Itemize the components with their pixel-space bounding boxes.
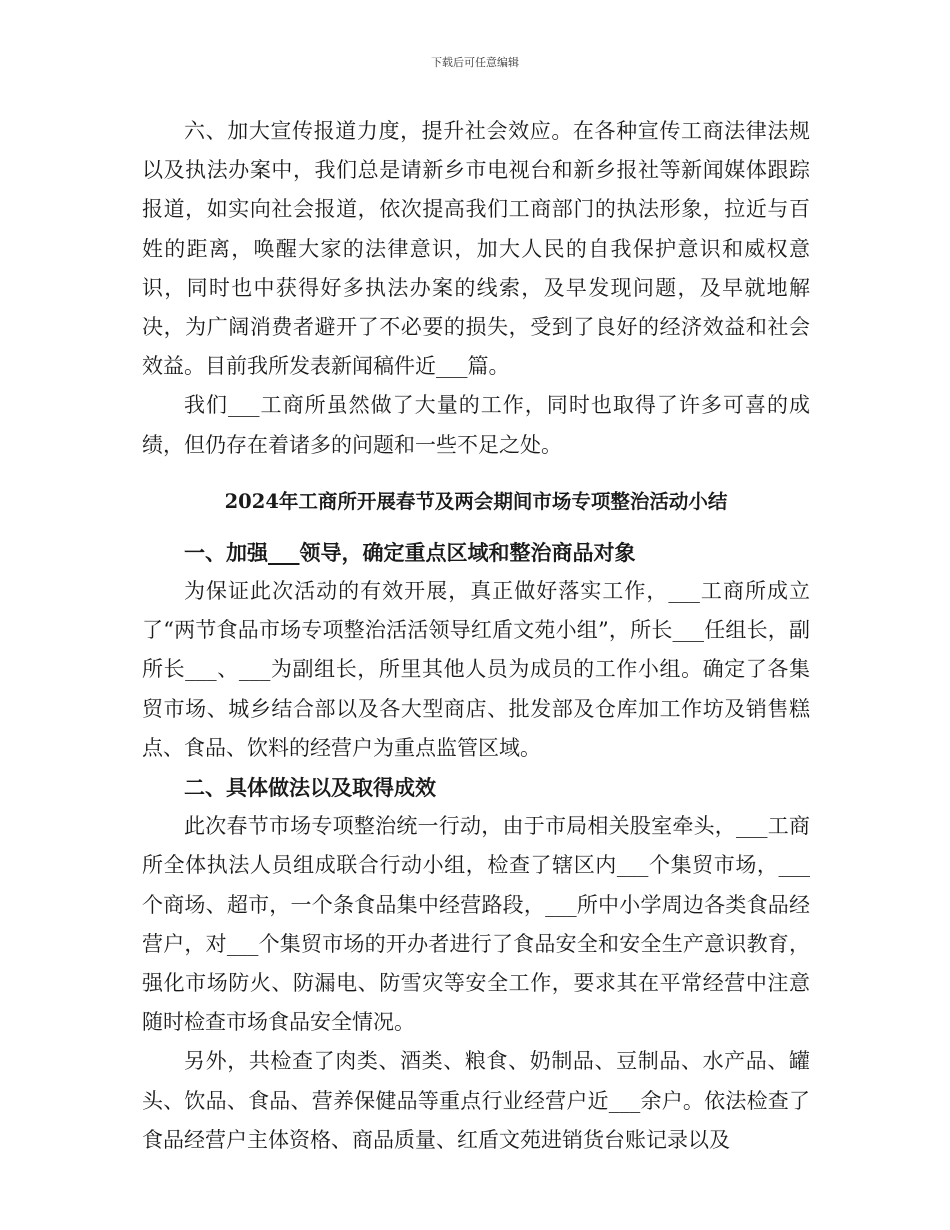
section-1-paragraph: 为保证此次活动的有效开展，真正做好落实工作，___工商所成立了“两节食品市场专项整治活活领导红盾文苑小组”，所长___任组长，副所长___、___为副组长，所里其他人员为成员的工作小组。确定了各集贸市场、城乡结合部以及各大型商店、批发部及仓库加工作坊及销售糕点、食品、饮料的经营户为重点监管区域。 bbox=[142, 579, 810, 760]
paragraph-publicity: 六、加大宣传报道力度，提升社会效应。在各种宣传工商法律法规以及执法办案中，我们总是请新乡市电视台和新乡报社等新闻媒体跟踪报道，如实向社会报道，依次提高我们工商部门的执法形象，拉近与百姓的距离，唤醒大家的法律意识，加大人民的自我保护意识和威权意识，同时也中获得好多执法办案的线索，及早发现问题，及早就地解决，为广阔消费者避开了不必要的损失，受到了良好的经济效益和社会效益。目前我所发表新闻稿件近___篇。 bbox=[142, 119, 810, 379]
section-2-paragraph-2: 另外，共检查了肉类、酒类、粮食、奶制品、豆制品、水产品、罐头、饮品、食品、营养保健品等重点行业经营户近___余户。依法检查了食品经营户主体资格、商品质量、红盾文苑进销货台账记录以及 bbox=[142, 1049, 810, 1152]
paragraph-shortcomings: 我们___工商所虽然做了大量的工作，同时也取得了许多可喜的成绩，但仍存在着诸多的问题和一些不足之处。 bbox=[142, 393, 810, 457]
header-note: 下载后可任意编辑 bbox=[431, 56, 519, 69]
section-2-paragraph-1: 此次春节市场专项整治统一行动，由于市局相关股室牵头，___工商所全体执法人员组成联合行动小组，检查了辖区内___个集贸市场，___个商场、超市，一个条食品集中经营路段，___所中小学周边各类食品经营户，对___个集贸市场的开办者进行了食品安全和安全生产意识教育，强化市场防火、防漏电、防雪灾等安全工作，要求其在平常经营中注意随时检查市场食品安全情况。 bbox=[142, 814, 810, 1035]
document-title: 2024年工商所开展春节及两会期间市场专项整治活动小结 bbox=[224, 489, 728, 513]
section-heading-2: 二、具体做法以及取得成效 bbox=[184, 775, 436, 801]
document-body bbox=[142, 112, 810, 1160]
section-heading-1: 一、加强___领导，确定重点区域和整治商品对象 bbox=[184, 539, 636, 565]
